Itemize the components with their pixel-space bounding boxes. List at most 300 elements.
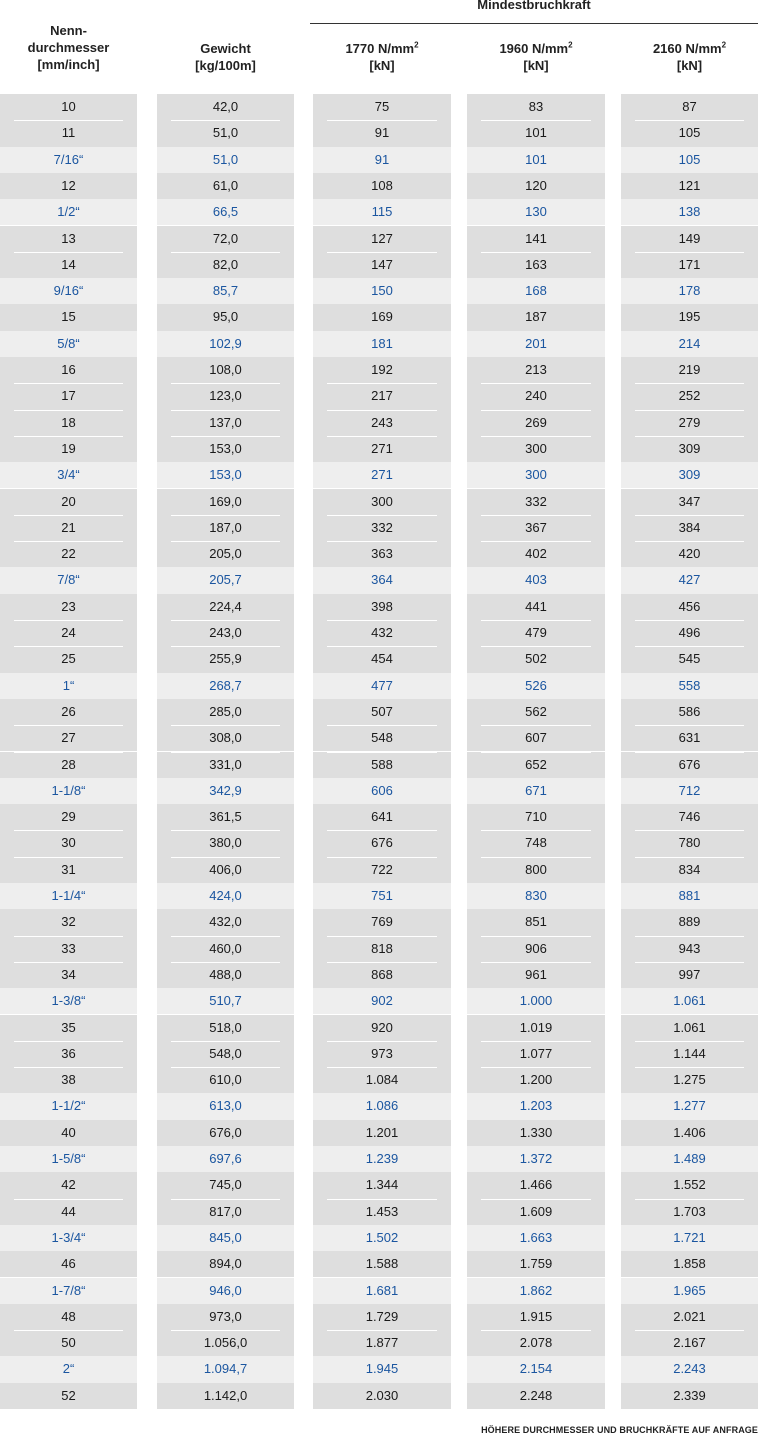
cell-1960: 671 (467, 778, 605, 804)
cell-diameter: 25 (0, 646, 137, 672)
cell-weight: 255,9 (157, 646, 294, 672)
header-group-title: Mindestbruchkraft (477, 0, 591, 12)
row-separator (481, 436, 591, 437)
cell-1960: 607 (467, 725, 605, 751)
cell-2160: 456 (621, 594, 758, 620)
cell-1960: 1.019 (467, 1015, 605, 1041)
cell-2160: 105 (621, 120, 758, 146)
cell-1770: 1.945 (313, 1356, 451, 1382)
cell-1960: 906 (467, 936, 605, 962)
cell-diameter: 20 (0, 489, 137, 515)
row-separator (327, 936, 437, 937)
cell-diameter: 29 (0, 804, 137, 830)
cell-weight: 308,0 (157, 725, 294, 751)
row-separator (171, 936, 280, 937)
cell-2160: 834 (621, 857, 758, 883)
row-separator (171, 620, 280, 621)
cell-weight: 894,0 (157, 1251, 294, 1277)
row-separator (481, 936, 591, 937)
row-separator (635, 1067, 744, 1068)
cell-1770: 398 (313, 594, 451, 620)
cell-weight: 432,0 (157, 909, 294, 935)
row-separator (14, 252, 123, 253)
row-separator (481, 1067, 591, 1068)
cell-diameter: 36 (0, 1041, 137, 1067)
row-separator (327, 830, 437, 831)
cell-diameter: 27 (0, 725, 137, 751)
header-1770 (313, 40, 451, 74)
cell-1960: 168 (467, 278, 605, 304)
cell-weight: 72,0 (157, 226, 294, 252)
cell-1770: 127 (313, 226, 451, 252)
row-separator (481, 515, 591, 516)
cell-1770: 1.453 (313, 1199, 451, 1225)
row-separator (481, 830, 591, 831)
row-separator (171, 515, 280, 516)
cell-2160: 1.144 (621, 1041, 758, 1067)
cell-weight: 85,7 (157, 278, 294, 304)
cell-1770: 2.030 (313, 1383, 451, 1409)
cell-2160: 2.339 (621, 1383, 758, 1409)
row-separator (481, 1041, 591, 1042)
cell-weight: 406,0 (157, 857, 294, 883)
cell-1960: 526 (467, 673, 605, 699)
cell-diameter: 17 (0, 383, 137, 409)
cell-1960: 201 (467, 331, 605, 357)
header-1960 (467, 40, 605, 74)
cell-1960: 441 (467, 594, 605, 620)
cell-1770: 75 (313, 94, 451, 120)
row-separator (481, 646, 591, 647)
cell-1960: 1.203 (467, 1093, 605, 1119)
row-separator (635, 1330, 744, 1331)
row-separator (14, 515, 123, 516)
cell-1770: 641 (313, 804, 451, 830)
row-separator (481, 1330, 591, 1331)
cell-diameter: 1-3/8“ (0, 988, 137, 1014)
cell-2160: 149 (621, 226, 758, 252)
cell-2160: 1.061 (621, 1015, 758, 1041)
cell-1960: 851 (467, 909, 605, 935)
cell-1770: 169 (313, 304, 451, 330)
header-weight-line1: Gewicht (200, 41, 251, 56)
cell-diameter: 1-7/8“ (0, 1278, 137, 1304)
cell-diameter: 22 (0, 541, 137, 567)
row-separator (327, 410, 437, 411)
row-separator (14, 646, 123, 647)
cell-diameter: 2“ (0, 1356, 137, 1382)
row-separator (635, 515, 744, 516)
cell-1960: 1.000 (467, 988, 605, 1014)
cell-weight: 510,7 (157, 988, 294, 1014)
cell-1960: 187 (467, 304, 605, 330)
cell-1960: 1.663 (467, 1225, 605, 1251)
cell-1770: 150 (313, 278, 451, 304)
column-diameter (0, 94, 137, 1409)
cell-2160: 105 (621, 147, 758, 173)
cell-1960: 800 (467, 857, 605, 883)
cell-1960: 1.609 (467, 1199, 605, 1225)
cell-2160: 171 (621, 252, 758, 278)
cell-diameter: 23 (0, 594, 137, 620)
row-separator (14, 410, 123, 411)
row-separator (481, 1199, 591, 1200)
row-separator (481, 383, 591, 384)
cell-weight: 268,7 (157, 673, 294, 699)
cell-2160: 347 (621, 489, 758, 515)
row-separator (327, 120, 437, 121)
cell-weight: 361,5 (157, 804, 294, 830)
cell-1960: 1.372 (467, 1146, 605, 1172)
cell-2160: 676 (621, 752, 758, 778)
cell-1960: 961 (467, 962, 605, 988)
row-separator (635, 962, 744, 963)
cell-weight: 243,0 (157, 620, 294, 646)
cell-1770: 606 (313, 778, 451, 804)
cell-diameter: 3/4“ (0, 462, 137, 488)
cell-diameter: 12 (0, 173, 137, 199)
cell-diameter: 14 (0, 252, 137, 278)
row-separator (635, 646, 744, 647)
cell-weight: 153,0 (157, 462, 294, 488)
cell-2160: 384 (621, 515, 758, 541)
row-separator (481, 725, 591, 726)
row-separator (635, 830, 744, 831)
row-separator (14, 383, 123, 384)
cell-1960: 2.248 (467, 1383, 605, 1409)
cell-1770: 1.086 (313, 1093, 451, 1119)
cell-2160: 2.021 (621, 1304, 758, 1330)
header-1770-line1: 1770 $N/mm^2$ (345, 40, 419, 56)
row-separator (14, 725, 123, 726)
cell-1960: 141 (467, 226, 605, 252)
row-separator (635, 936, 744, 937)
cell-1770: 676 (313, 830, 451, 856)
cell-weight: 1.142,0 (157, 1383, 294, 1409)
cell-diameter: 50 (0, 1330, 137, 1356)
cell-weight: 42,0 (157, 94, 294, 120)
cell-diameter: 1-5/8“ (0, 1146, 137, 1172)
row-separator (171, 541, 280, 542)
cell-diameter: 31 (0, 857, 137, 883)
cell-weight: 82,0 (157, 252, 294, 278)
row-separator (171, 752, 280, 753)
cell-1770: 91 (313, 120, 451, 146)
row-separator (327, 962, 437, 963)
cell-1960: 479 (467, 620, 605, 646)
cell-diameter: 13 (0, 226, 137, 252)
cell-weight: 817,0 (157, 1199, 294, 1225)
cell-1960: 830 (467, 883, 605, 909)
cell-2160: 219 (621, 357, 758, 383)
row-separator (481, 120, 591, 121)
cell-1960: 2.154 (467, 1356, 605, 1382)
footer-note: HÖHERE DURCHMESSER UND BRUCHKRÄFTE AUF ANFRAGE (481, 1425, 758, 1435)
cell-2160: 1.489 (621, 1146, 758, 1172)
cell-1960: 120 (467, 173, 605, 199)
row-separator (171, 1041, 280, 1042)
cell-1960: 710 (467, 804, 605, 830)
row-separator (14, 830, 123, 831)
header-2160-line1: 2160 $N/mm^2$ (652, 40, 727, 56)
row-separator (171, 1067, 280, 1068)
cell-1770: 920 (313, 1015, 451, 1041)
row-separator (327, 1199, 437, 1200)
row-separator (481, 752, 591, 753)
cell-2160: 1.275 (621, 1067, 758, 1093)
cell-1960: 2.078 (467, 1330, 605, 1356)
cell-2160: 1.277 (621, 1093, 758, 1119)
cell-weight: 610,0 (157, 1067, 294, 1093)
cell-diameter: 1-1/4“ (0, 883, 137, 909)
cell-weight: 613,0 (157, 1093, 294, 1119)
row-separator (327, 515, 437, 516)
cell-diameter: 16 (0, 357, 137, 383)
cell-2160: 943 (621, 936, 758, 962)
row-separator (635, 383, 744, 384)
cell-diameter: 44 (0, 1199, 137, 1225)
row-separator (171, 252, 280, 253)
cell-2160: 2.243 (621, 1356, 758, 1382)
cell-weight: 745,0 (157, 1172, 294, 1198)
header-1960-line1: 1960 $N/mm^2$ (499, 40, 573, 56)
cell-1770: 363 (313, 541, 451, 567)
cell-1960: 101 (467, 147, 605, 173)
cell-2160: 545 (621, 646, 758, 672)
row-separator (14, 936, 123, 937)
row-separator (327, 725, 437, 726)
column-1960 (467, 94, 605, 1409)
cell-weight: 123,0 (157, 383, 294, 409)
cell-weight: 424,0 (157, 883, 294, 909)
cell-1770: 902 (313, 988, 451, 1014)
cell-diameter: 18 (0, 410, 137, 436)
row-separator (635, 436, 744, 437)
cell-weight: 187,0 (157, 515, 294, 541)
cell-diameter: 1-1/2“ (0, 1093, 137, 1119)
row-separator (481, 962, 591, 963)
cell-2160: 1.703 (621, 1199, 758, 1225)
cell-1960: 240 (467, 383, 605, 409)
row-separator (14, 620, 123, 621)
row-separator (171, 830, 280, 831)
cell-diameter: 7/16“ (0, 147, 137, 173)
cell-2160: 252 (621, 383, 758, 409)
cell-2160: 121 (621, 173, 758, 199)
cell-1770: 300 (313, 489, 451, 515)
cell-1960: 269 (467, 410, 605, 436)
row-separator (171, 436, 280, 437)
row-separator (14, 1067, 123, 1068)
row-separator (635, 541, 744, 542)
row-separator (327, 1330, 437, 1331)
cell-2160: 881 (621, 883, 758, 909)
cell-1960: 652 (467, 752, 605, 778)
row-separator (635, 857, 744, 858)
header-diameter-line3: [mm/inch] (37, 57, 100, 72)
cell-1770: 477 (313, 673, 451, 699)
cell-1770: 1.239 (313, 1146, 451, 1172)
cell-2160: 997 (621, 962, 758, 988)
cell-weight: 946,0 (157, 1278, 294, 1304)
cell-1770: 1.729 (313, 1304, 451, 1330)
cell-1770: 181 (313, 331, 451, 357)
row-separator (171, 410, 280, 411)
row-separator (481, 541, 591, 542)
column-2160 (621, 94, 758, 1409)
cell-2160: 1.858 (621, 1251, 758, 1277)
row-separator (327, 436, 437, 437)
cell-weight: 676,0 (157, 1120, 294, 1146)
cell-weight: 548,0 (157, 1041, 294, 1067)
cell-1960: 1.759 (467, 1251, 605, 1277)
cell-2160: 427 (621, 567, 758, 593)
cell-2160: 712 (621, 778, 758, 804)
row-separator (14, 1199, 123, 1200)
row-separator (635, 1041, 744, 1042)
row-separator (14, 1330, 123, 1331)
row-separator (327, 252, 437, 253)
cell-weight: 153,0 (157, 436, 294, 462)
cell-2160: 1.061 (621, 988, 758, 1014)
cell-1770: 217 (313, 383, 451, 409)
cell-2160: 420 (621, 541, 758, 567)
cell-diameter: 42 (0, 1172, 137, 1198)
row-separator (481, 857, 591, 858)
cell-diameter: 1/2“ (0, 199, 137, 225)
cell-1770: 507 (313, 699, 451, 725)
row-separator (171, 120, 280, 121)
cell-diameter: 32 (0, 909, 137, 935)
cell-1770: 271 (313, 436, 451, 462)
cell-2160: 87 (621, 94, 758, 120)
cell-diameter: 35 (0, 1015, 137, 1041)
cell-diameter: 38 (0, 1067, 137, 1093)
cell-2160: 1.406 (621, 1120, 758, 1146)
cell-weight: 973,0 (157, 1304, 294, 1330)
cell-2160: 178 (621, 278, 758, 304)
row-separator (327, 620, 437, 621)
row-separator (481, 252, 591, 253)
cell-weight: 460,0 (157, 936, 294, 962)
row-separator (14, 962, 123, 963)
cell-2160: 309 (621, 462, 758, 488)
cell-1770: 192 (313, 357, 451, 383)
cell-1770: 1.201 (313, 1120, 451, 1146)
cell-1770: 1.877 (313, 1330, 451, 1356)
cell-diameter: 1“ (0, 673, 137, 699)
cell-1960: 1.077 (467, 1041, 605, 1067)
cell-diameter: 1-1/8“ (0, 778, 137, 804)
row-separator (14, 752, 123, 753)
cell-2160: 558 (621, 673, 758, 699)
cell-1770: 332 (313, 515, 451, 541)
row-separator (635, 752, 744, 753)
row-separator (327, 1041, 437, 1042)
row-separator (171, 1330, 280, 1331)
row-separator (14, 541, 123, 542)
cell-2160: 138 (621, 199, 758, 225)
cell-weight: 1.056,0 (157, 1330, 294, 1356)
cell-weight: 845,0 (157, 1225, 294, 1251)
cell-diameter: 15 (0, 304, 137, 330)
cell-weight: 95,0 (157, 304, 294, 330)
row-separator (171, 725, 280, 726)
cell-weight: 137,0 (157, 410, 294, 436)
cell-weight: 205,7 (157, 567, 294, 593)
header-diameter-line2: durchmesser (27, 40, 110, 55)
cell-1960: 101 (467, 120, 605, 146)
header-1960-line2: [kN] (523, 58, 549, 73)
cell-1770: 1.084 (313, 1067, 451, 1093)
cell-diameter: 19 (0, 436, 137, 462)
cell-weight: 488,0 (157, 962, 294, 988)
table-header (0, 0, 758, 94)
cell-weight: 66,5 (157, 199, 294, 225)
cell-diameter: 7/8“ (0, 567, 137, 593)
row-separator (635, 1199, 744, 1200)
cell-2160: 279 (621, 410, 758, 436)
cell-2160: 780 (621, 830, 758, 856)
cell-diameter: 30 (0, 830, 137, 856)
cell-1960: 1.200 (467, 1067, 605, 1093)
cell-2160: 1.721 (621, 1225, 758, 1251)
header-weight-line2: [kg/100m] (195, 58, 256, 73)
cell-2160: 1.552 (621, 1172, 758, 1198)
row-separator (635, 120, 744, 121)
row-separator (481, 410, 591, 411)
cell-weight: 102,9 (157, 331, 294, 357)
cell-1770: 1.588 (313, 1251, 451, 1277)
cell-2160: 2.167 (621, 1330, 758, 1356)
cell-1960: 213 (467, 357, 605, 383)
cell-2160: 746 (621, 804, 758, 830)
cell-1960: 1.466 (467, 1172, 605, 1198)
row-separator (327, 1067, 437, 1068)
cell-diameter: 9/16“ (0, 278, 137, 304)
cell-1770: 548 (313, 725, 451, 751)
cell-1960: 300 (467, 436, 605, 462)
cell-2160: 214 (621, 331, 758, 357)
row-separator (327, 383, 437, 384)
cell-2160: 586 (621, 699, 758, 725)
row-separator (171, 1199, 280, 1200)
cell-1770: 115 (313, 199, 451, 225)
cell-1960: 1.862 (467, 1278, 605, 1304)
cell-1960: 562 (467, 699, 605, 725)
cell-1770: 1.502 (313, 1225, 451, 1251)
cell-weight: 108,0 (157, 357, 294, 383)
cell-1770: 454 (313, 646, 451, 672)
row-separator (635, 410, 744, 411)
header-1770-line2: [kN] (369, 58, 395, 73)
cell-1770: 973 (313, 1041, 451, 1067)
cell-2160: 195 (621, 304, 758, 330)
row-separator (14, 120, 123, 121)
cell-1770: 432 (313, 620, 451, 646)
cell-weight: 342,9 (157, 778, 294, 804)
column-1770 (313, 94, 451, 1409)
cell-1960: 130 (467, 199, 605, 225)
header-weight (157, 40, 294, 74)
cell-weight: 285,0 (157, 699, 294, 725)
header-group-rule (310, 23, 758, 24)
cell-1960: 502 (467, 646, 605, 672)
cell-1960: 163 (467, 252, 605, 278)
cell-1770: 108 (313, 173, 451, 199)
cell-weight: 518,0 (157, 1015, 294, 1041)
cell-1960: 367 (467, 515, 605, 541)
